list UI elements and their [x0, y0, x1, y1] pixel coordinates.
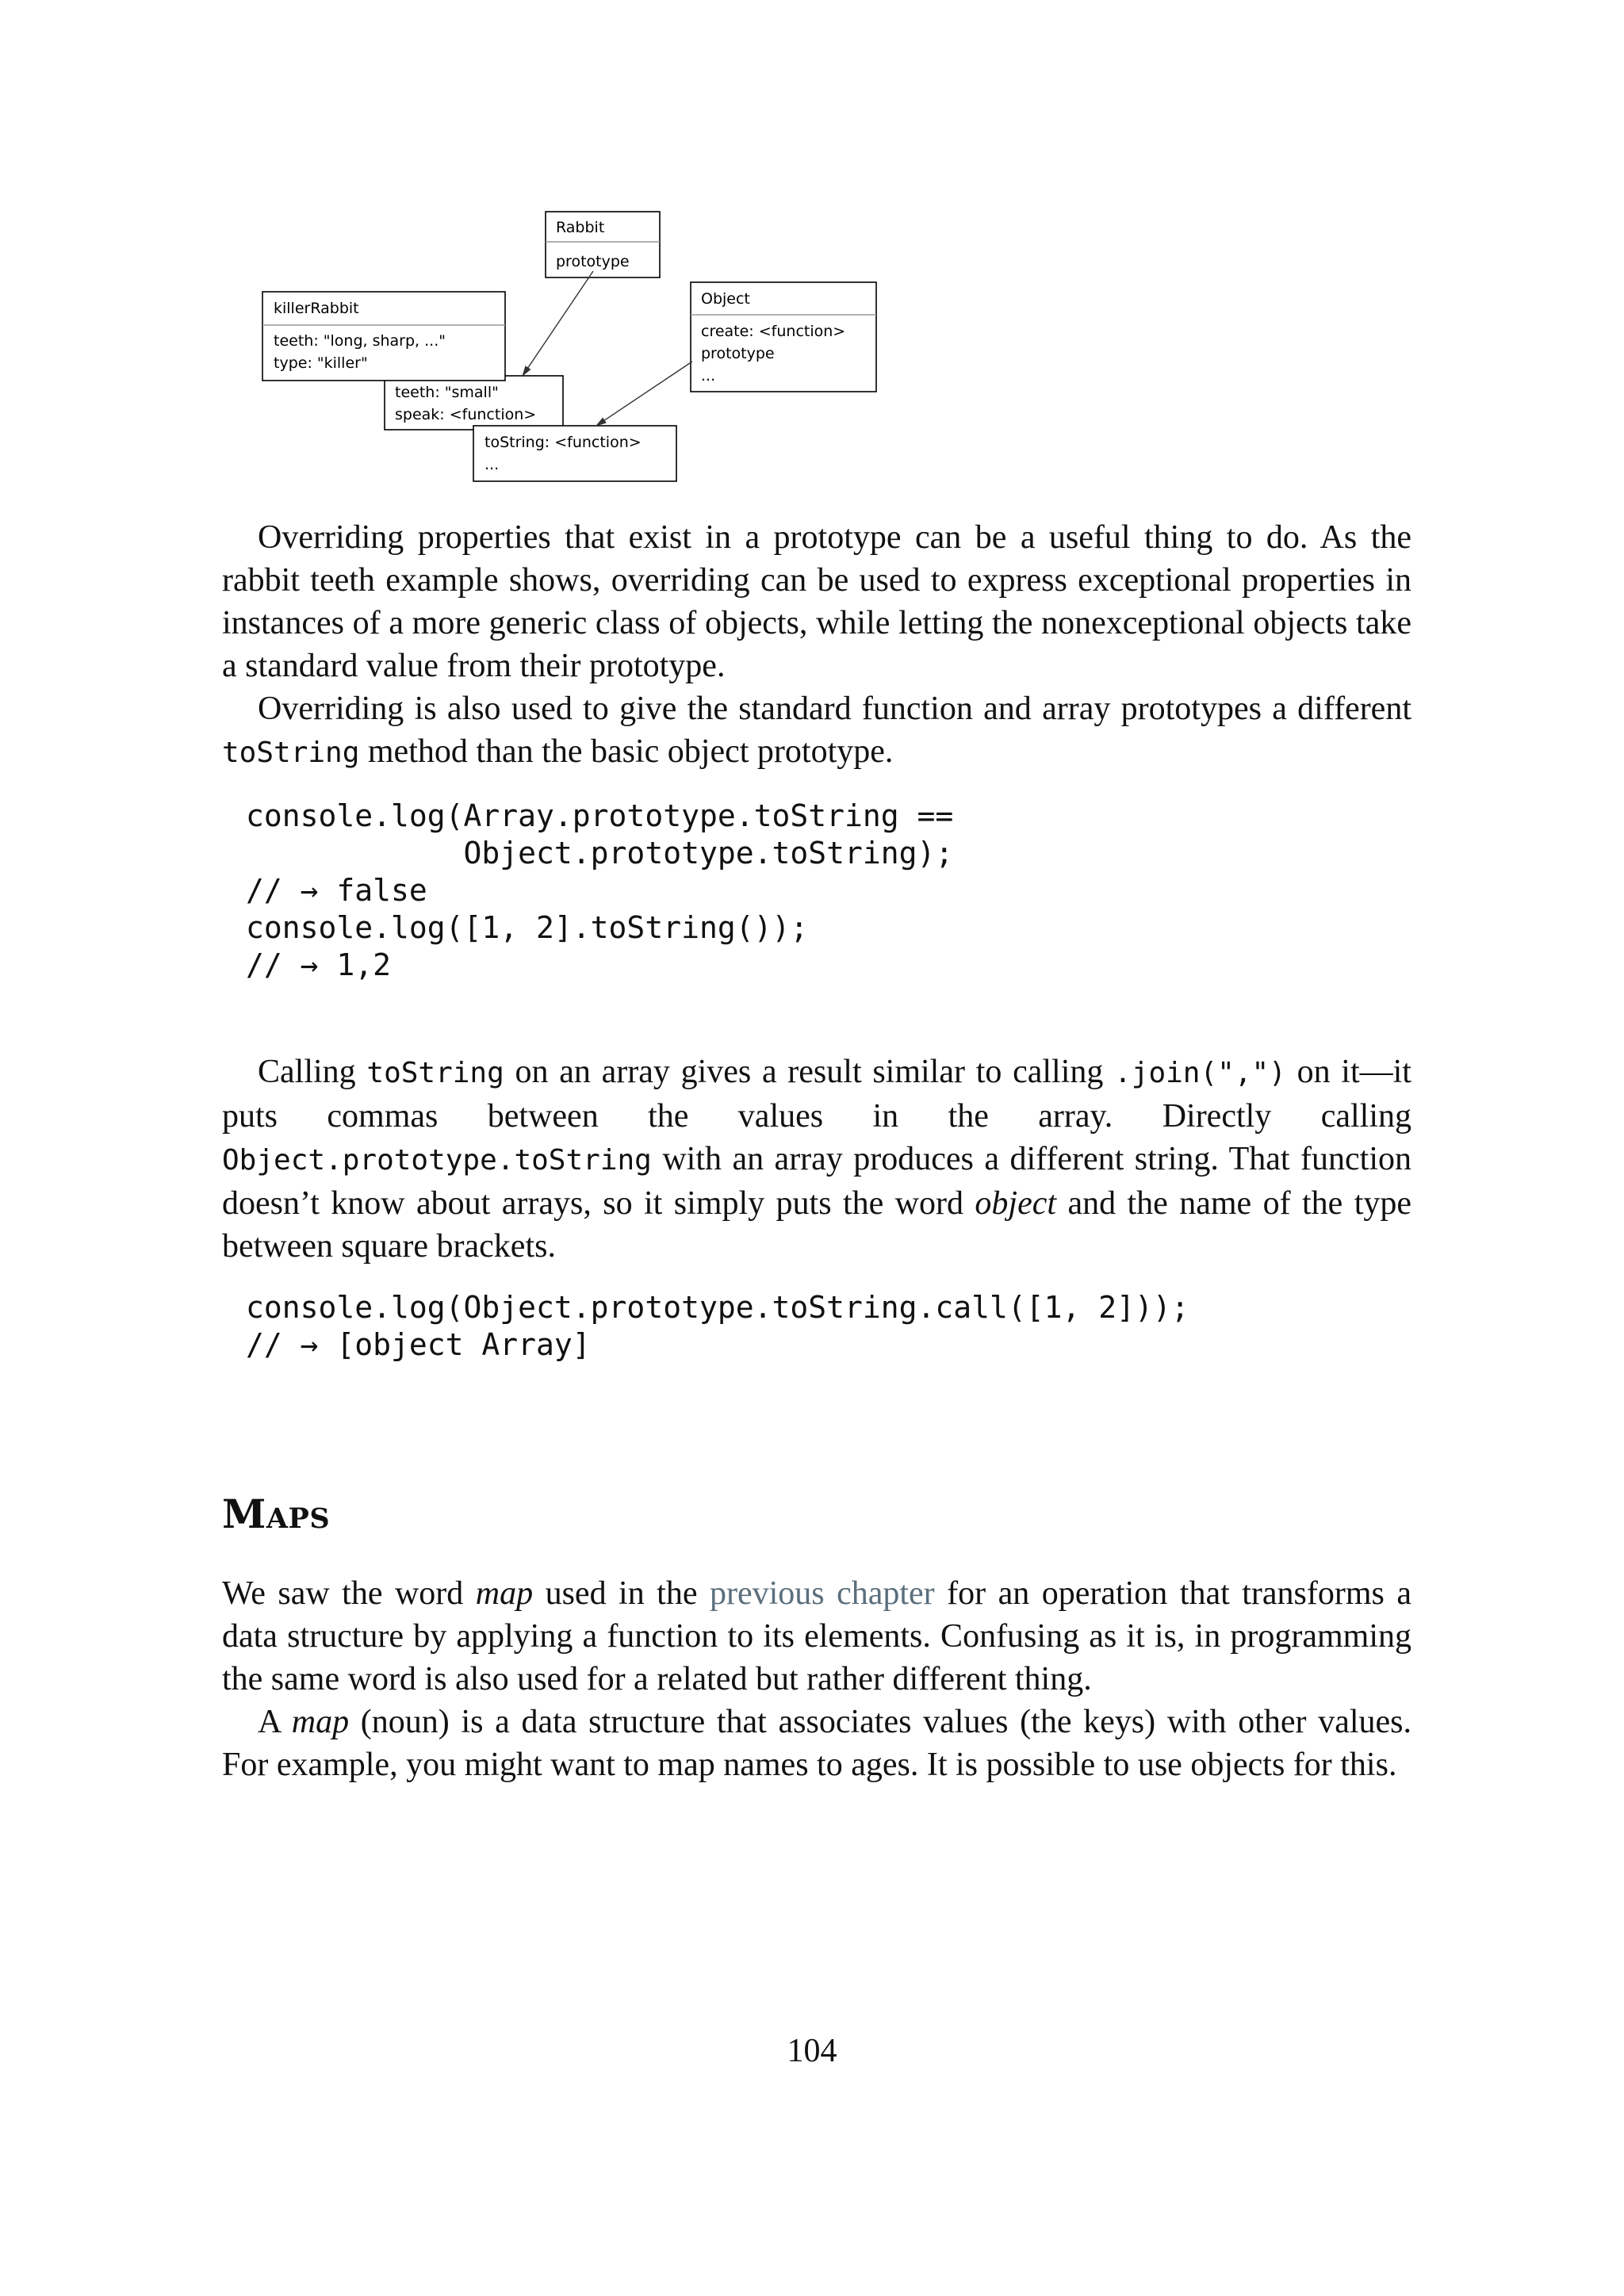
object-box: [691, 282, 876, 392]
paragraphs-block-2: [222, 1050, 1411, 1268]
rabbit-box: [546, 212, 660, 277]
paragraph-map-noun: A map (noun) is a data structure that associates values (the keys) with other values. For example, you might want to map names to ages. It is possible to use objects for this.: [222, 1704, 1412, 1783]
object-prototype-arrow: [596, 362, 692, 426]
inline-code-object-prototype-tostring: Object.prototype.toString: [222, 1144, 652, 1177]
object-line-3: ...: [701, 367, 716, 385]
inline-code-join: .join(","): [1114, 1057, 1286, 1089]
paragraph-map-word: We saw the word map used in the previous chapter for an operation that transforms a data structure by applying a function to its elements. Confusing as it is, in programming the same word is also used for a related but rather different thing.: [222, 1575, 1411, 1697]
rabbit-prototype-box: [385, 376, 563, 430]
paragraph-overriding: Overriding properties that exist in a prototype can be a useful thing to do. As the rabbit teeth example shows, overriding can be used to express exceptional properties in instances of a more generic class of objects, while letting the nonexceptional objects take a standard value from their prototype.: [222, 519, 1411, 684]
code-block-array-tostring: console.log(Array.prototype.toString == Object.prototype.toString); // → false console.log([1, 2].toString()); // → 1,2: [246, 798, 954, 982]
section-heading-maps: Maps: [222, 1490, 331, 1537]
rabbit-proto-line-1: teeth: "small": [395, 384, 499, 401]
rabbit-prototype-field: prototype: [556, 253, 630, 270]
rabbit-prototype-arrow: [523, 271, 593, 376]
object-proto-line-1: toString: <function>: [485, 434, 642, 451]
killer-rabbit-box: [262, 292, 505, 381]
page-number: 104: [787, 2033, 837, 2069]
prototype-diagram: [0, 0, 1624, 507]
object-line-2: prototype: [701, 345, 775, 362]
previous-chapter-link[interactable]: previous chapter: [709, 1575, 935, 1612]
killer-rabbit-line-2: type: "killer": [274, 354, 368, 372]
rabbit-title: Rabbit: [556, 219, 605, 236]
inline-code-tostring-2: toString: [366, 1057, 504, 1089]
killer-rabbit-line-1: teeth: "long, sharp, ...": [274, 332, 446, 350]
paragraph-overriding-tostring: Overriding is also used to give the standard function and array prototypes a different toString method than the basic object prototype.: [222, 691, 1411, 770]
killer-rabbit-title: killerRabbit: [274, 300, 359, 317]
object-line-1: create: <function>: [701, 323, 846, 340]
paragraphs-block-1: [222, 516, 1411, 775]
object-title: Object: [701, 290, 750, 308]
rabbit-proto-line-2: speak: <function>: [395, 406, 537, 423]
object-prototype-box: [473, 426, 676, 481]
object-proto-line-2: ...: [485, 456, 500, 473]
paragraphs-block-3: [222, 1572, 1411, 1786]
inline-code-tostring: toString: [222, 737, 360, 769]
code-block-object-tostring-call: console.log(Object.prototype.toString.call([1, 2])); // → [object Array]: [246, 1290, 1189, 1362]
paragraph-calling-tostring: Calling toString on an array gives a result similar to calling .join(",") on it—it puts commas between the values in the array. Directly calling Object.prototype.toString with an array produces a different string. That function doesn’t know about arrays, so it simply puts the word object and the name of the type between square brackets.: [222, 1054, 1411, 1265]
